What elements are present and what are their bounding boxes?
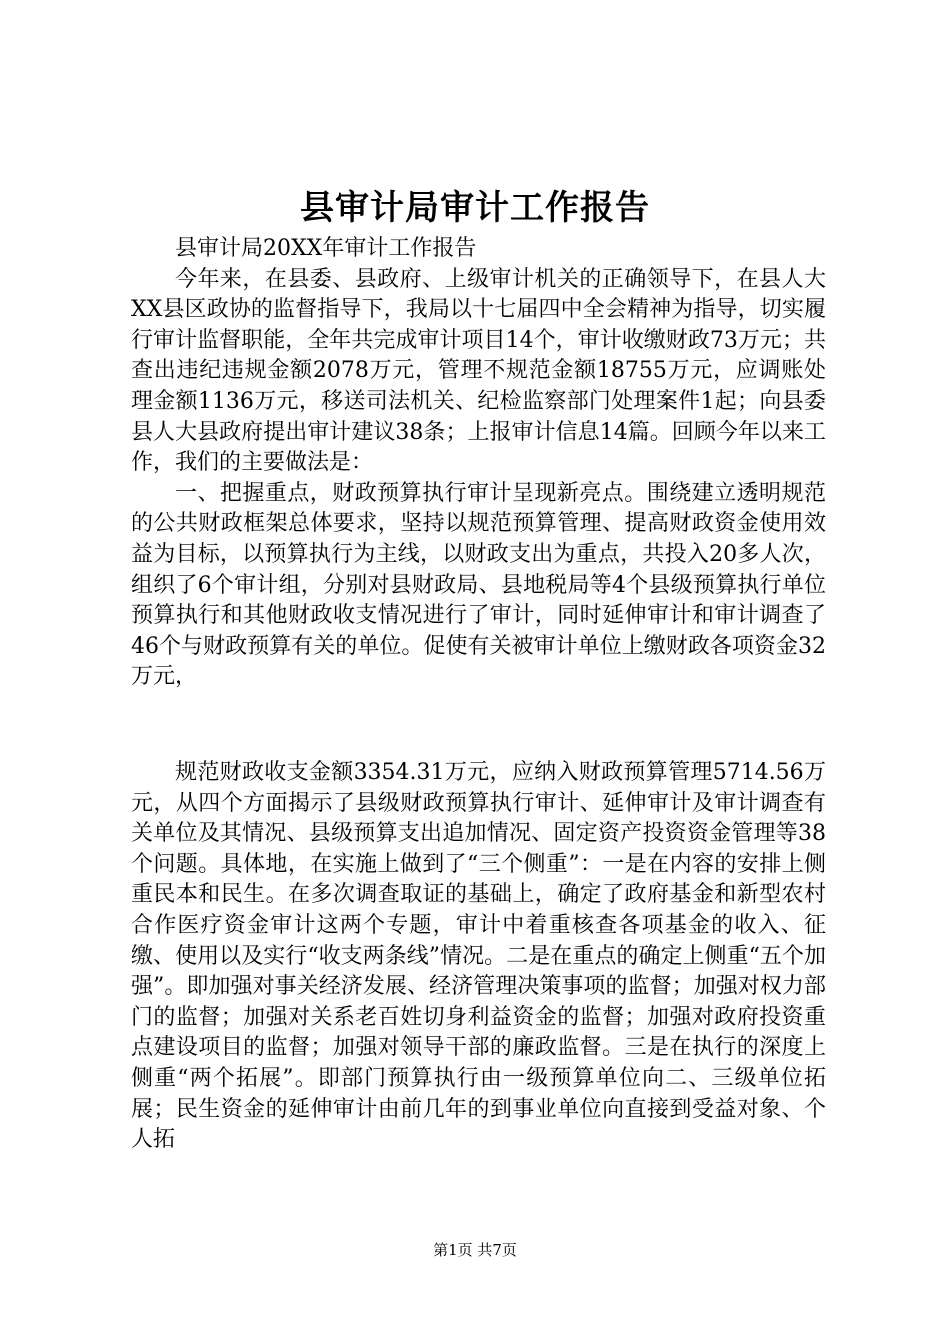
document-subtitle: 县审计局20XX年审计工作报告 [175,236,477,261]
paragraph-section-1: 一、把握重点，财政预算执行审计呈现新亮点。围绕建立透明规范的公共财政框架总体要求，坚持以规范预算管理、提高财政资金使用效益为目标，以预算执行为主线，以财政支出为重点，共投入20多人次，组织了6个审计组，分别对县财政局、县地税局等4个县级预算执行单位预算执行和其他财政收支情况进行了审计，同时延伸审计和审计调查了46个与财政预算有关的单位。促使有关被审计单位上缴财政各项资金32万元， [131,480,826,690]
body-text-block-1 [131,234,826,693]
paragraph-intro: 今年来，在县委、县政府、上级审计机关的正确领导下，在县人大XX县区政协的监督指导下，我局以十七届四中全会精神为指导，切实履行审计监督职能，全年共完成审计项目14个，审计收缴财政73万元；共查出违纪违规金额2078万元，管理不规范金额18755万元，应调账处理金额1136万元，移送司法机关、纪检监察部门处理案件1起；向县委县人大县政府提出审计建议38条；上报审计信息14篇。回顾今年以来工作，我们的主要做法是： [131,266,826,476]
paragraph-continued: 规范财政收支金额3354.31万元，应纳入财政预算管理5714.56万元，从四个方面揭示了县级财政预算执行审计、延伸审计及审计调查有关单位及其情况、县级预算支出追加情况、固定资产投资资金管理等38个问题。具体地，在实施上做到了“三个侧重”：一是在内容的安排上侧重民本和民生。在多次调查取证的基础上，确定了政府基金和新型农村合作医疗资金审计这两个专题，审计中着重核查各项基金的收入、征缴、使用以及实行“收支两条线”情况。二是在重点的确定上侧重“五个加强”。即加强对事关经济发展、经济管理决策事项的监督；加强对权力部门的监督；加强对关系老百姓切身利益资金的监督；加强对政府投资重点建设项目的监督；加强对领导干部的廉政监督。三是在执行的深度上侧重“两个拓展”。即部门预算执行由一级预算单位向二、三级单位拓展；民生资金的延伸审计由前几年的到事业单位向直接到受益对象、个人拓 [131,760,826,1153]
body-text-block-2 [131,758,826,1156]
page-footer: 第1页 共7页 [433,1241,517,1259]
document-title: 县审计局审计工作报告 [300,188,650,228]
